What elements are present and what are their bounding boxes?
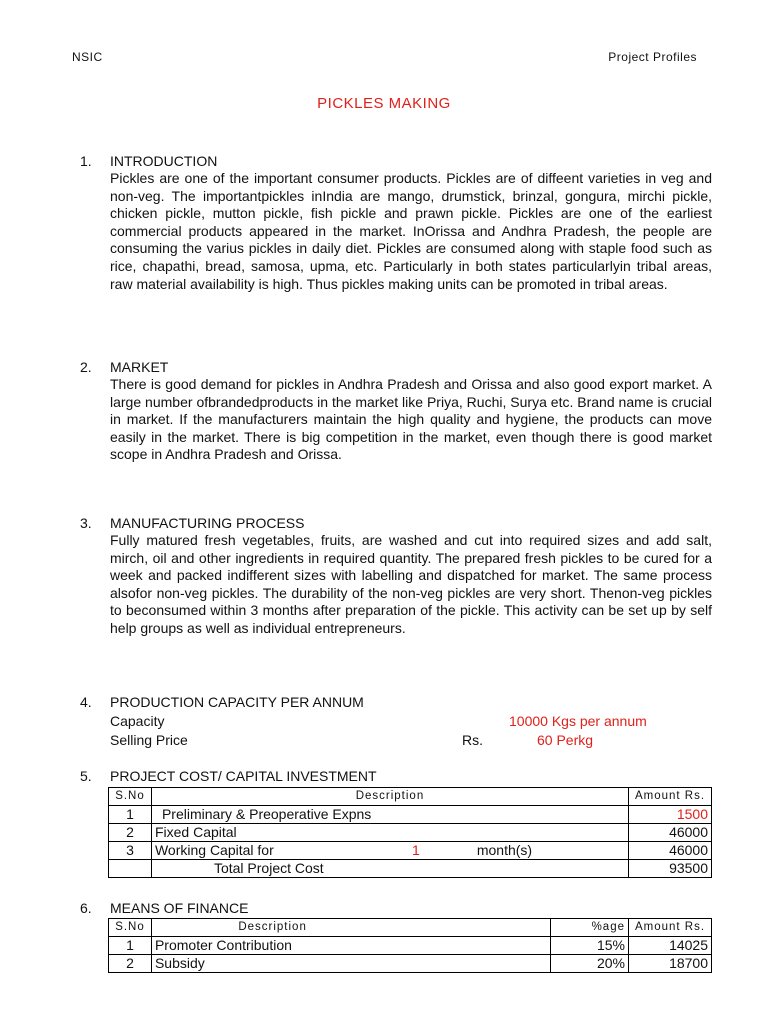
row-amount: 46000 — [628, 842, 711, 860]
header-sno: S.No — [109, 788, 152, 806]
row-description: Working Capital for — [151, 842, 391, 860]
header-right: Project Profiles — [608, 50, 697, 64]
section-number: 1. — [80, 153, 92, 169]
section-heading: PRODUCTION CAPACITY PER ANNUM — [110, 694, 364, 710]
section-means-of-finance — [80, 899, 712, 917]
header-amount: Amount Rs. — [629, 919, 712, 937]
section-production-capacity — [80, 693, 712, 711]
section-heading: MEANS OF FINANCE — [110, 900, 249, 916]
table-row — [109, 937, 712, 955]
row-amount: 14025 — [629, 937, 712, 955]
table-header-row — [109, 788, 712, 806]
header-pct: %age — [551, 919, 629, 937]
header-sno: S.No — [109, 919, 152, 937]
project-cost-table — [108, 787, 712, 878]
row-sno: 1 — [109, 937, 152, 955]
row-description: Fixed Capital — [151, 824, 628, 842]
section-body: There is good demand for pickles in Andhra Pradesh and Orissa and also good export market. A large number ofbrandedproducts in the market like Priya, Ruchi, Surya etc. Brand name is crucial in market. If the manufacturers maintain the high quality and hygiene, the products can move easily in the market. There is big competition in the market, even though there is good market scope in Andhra Pradesh and Orissa. — [110, 376, 712, 463]
row-description: Promoter Contribution — [151, 937, 550, 955]
row-sno: 2 — [109, 824, 152, 842]
row-sno: 2 — [109, 955, 152, 973]
capacity-value: 10000 Kgs per annum — [509, 713, 647, 729]
row-pct: 20% — [551, 955, 629, 973]
table-row — [109, 824, 712, 842]
section-introduction — [80, 152, 712, 293]
capacity-label: Capacity — [110, 713, 165, 729]
section-number: 3. — [80, 515, 92, 531]
section-number: 5. — [80, 768, 92, 784]
section-number: 6. — [80, 900, 92, 916]
section-manufacturing — [80, 514, 712, 638]
section-heading: INTRODUCTION — [110, 153, 218, 169]
section-heading: MARKET — [110, 359, 169, 375]
section-heading: MANUFACTURING PROCESS — [110, 515, 305, 531]
table-header-row — [109, 919, 712, 937]
header-amount: Amount Rs. — [628, 788, 711, 806]
table-total-row — [109, 860, 712, 878]
row-pct: 15% — [551, 937, 629, 955]
section-heading: PROJECT COST/ CAPITAL INVESTMENT — [110, 768, 377, 784]
total-amount: 93500 — [628, 860, 711, 878]
header-description: Description — [151, 788, 628, 806]
total-label: Total Project Cost — [151, 860, 628, 878]
section-market — [80, 358, 712, 464]
page-title: PICKLES MAKING — [317, 95, 451, 112]
row-amount: 46000 — [628, 824, 711, 842]
selling-price-currency: Rs. — [462, 732, 483, 748]
selling-price-value: 60 Perkg — [537, 732, 594, 748]
finance-table — [108, 918, 712, 973]
header-left: NSIC — [72, 50, 103, 64]
row-unit: month(s) — [441, 842, 629, 860]
table-row — [109, 842, 712, 860]
section-number: 2. — [80, 359, 92, 375]
section-body: Fully matured fresh vegetables, fruits, are washed and cut into required sizes and add salt, mirch, oil and other ingredients in required quantity. The prepared fresh pickles to be cured for a week and packed indifferent sizes with labelling and dispatched for market. The same process alsofor non-veg pickles. The durability of the non-veg pickles are very short. Thenon-veg pickles to beconsumed within 3 months after preparation of the pickle. This activity can be set up by self help groups as well as individual entrepreneurs. — [110, 532, 712, 636]
row-amount: 18700 — [629, 955, 712, 973]
row-sno: 1 — [109, 806, 152, 824]
row-amount: 1500 — [628, 806, 711, 824]
row-sno: 3 — [109, 842, 152, 860]
section-number: 4. — [80, 694, 92, 710]
section-project-cost — [80, 767, 712, 785]
row-description: Preliminary & Preoperative Expns — [151, 806, 628, 824]
row-description: Subsidy — [151, 955, 550, 973]
section-body: Pickles are one of the important consumer products. Pickles are of diffeent varieties in veg and non-veg. The importantpickles inIndia are mango, drumstick, brinzal, gongura, mirchi pickle, chicken pickle, mutton pickle, fish pickle and prawn pickle. Pickles are one of the earliest commercial products appeared in the market. InOrissa and Andhra Pradesh, the people are consuming the varius pickles in daily diet. Pickles are consumed along with staple food such as rice, chapathi, bread, samosa, upma, etc. Particularly in both states particularlyin tribal areas, raw material availability is high. Thus pickles making units can be promoted in tribal areas. — [110, 170, 712, 292]
row-months: 1 — [391, 842, 441, 860]
table-row — [109, 806, 712, 824]
selling-price-label: Selling Price — [110, 732, 188, 748]
header-description: Description — [151, 919, 550, 937]
table-row — [109, 955, 712, 973]
